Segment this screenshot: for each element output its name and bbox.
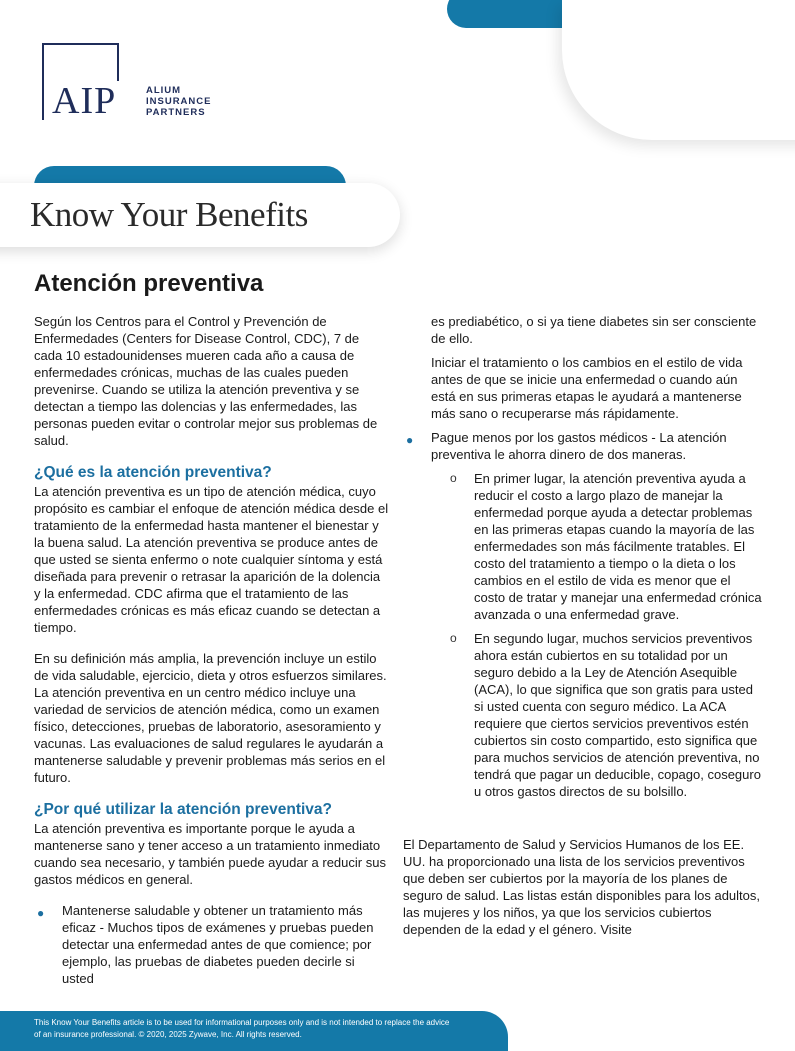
section-heading-what: ¿Qué es la atención preventiva? <box>34 464 272 481</box>
list-item <box>403 429 763 463</box>
bullet-text-pay-less: Pague menos por los gastos médicos - La atención preventiva le ahorra dinero de dos maneras. <box>431 430 727 462</box>
right-column <box>403 313 763 938</box>
header-curve-panel <box>562 0 795 140</box>
page-title: Atención preventiva <box>34 270 264 297</box>
left-column <box>34 313 389 987</box>
company-logo <box>42 43 242 123</box>
sub-bullet-text-1: En primer lugar, la atención preventiva ayuda a reducir el costo a largo plazo de manejar la enfermedad porque ayuda a detectar problemas en las primeras etapas cuando la mayoría de las enfermedades son más fácilmente tratables. El costo del tratamiento a tiempo o la dieta o los cambios en el estilo de vida es menor que el costo de tratar y manejar una enfermedad crónica avanzada o una enfermedad grave. <box>474 471 762 622</box>
bullet-text-stay-healthy-cont: es prediabético, o si ya tiene diabetes sin ser consciente de ello. <box>431 314 757 346</box>
sub-bullet-icon: o <box>450 471 457 485</box>
what-paragraph-1: La atención preventiva es un tipo de atención médica, cuyo propósito es cambiar el enfoque de atención médica desde el tratamiento de la enfermedad hasta mantener el bienestar y la buena salud. La atención preventiva se produce antes de que usted se sienta enfermo o note cualquier síntoma y está diseñada para prevenir o retrasar la aparición de la dolencia y la enfermedad. CDC afirma que el tratamiento de las enfermedades crónicas es más eficaz cuando se detectan a tiempo. <box>34 484 389 635</box>
banner-title: Know Your Benefits <box>30 195 308 234</box>
bullet-text-stay-healthy: Mantenerse saludable y obtener un tratamiento más eficaz - Muchos tipos de exámenes y pruebas pueden detectar una enfermedad antes de que comience; por ejemplo, las pruebas de diabetes pueden decirle si usted <box>62 903 374 986</box>
hhs-paragraph: El Departamento de Salud y Servicios Humanos de los EE. UU. ha proporcionado una lista de los servicios preventivos que deben ser cubiertos por la mayoría de los planes de seguro de salud. Las listas están disponibles para los adultos, las mujeres y los niños, ya que los servicios cubiertos dependen de la edad y el género. Visite <box>403 837 760 937</box>
intro-paragraph: Según los Centros para el Control y Prevención de Enfermedades (Centers for Disease Control, CDC), 7 de cada 10 estadounidenses mueren cada año a causa de enfermedades crónicas, muchas de las cuales pueden prevenirse. Cuando se utiliza la atención preventiva y se detectan a tiempo las dolencias y las enfermedades, las personas pueden evitar o controlar mejor sus problemas de salud. <box>34 314 378 448</box>
what-paragraph-2: En su definición más amplia, la prevención incluye un estilo de vida saludable, ejercicio, dieta y otros esfuerzos similares. La atención preventiva en un centro médico incluye una variedad de servicios de atención médica, como un examen físico, detecciones, pruebas de laboratorio, asesoramiento y vacunas. Las evaluaciones de salud regulares le ayudarán a mantenerse saludable y prevenir problemas más serios en el futuro. <box>34 651 387 785</box>
logo-line-1: ALIUM <box>146 85 182 96</box>
footer-disclaimer: This Know Your Benefits article is to be used for informational purposes only and is not intended to replace the advice of an insurance professional. © 2020, 2025 Zywave, Inc. All rights reserved. <box>34 1018 450 1039</box>
bullet-icon: ● <box>37 906 45 920</box>
logo-line-2: INSURANCE <box>146 96 212 107</box>
logo-mark: AIP <box>52 81 120 121</box>
why-paragraph-1: La atención preventiva es importante porque le ayuda a mantenerse sano y tener acceso a un tratamiento inmediato cuando sea necesario, y también puede ayudar a reducir sus gastos médicos en general. <box>34 821 386 887</box>
logo-wordmark <box>146 85 211 118</box>
section-heading-why: ¿Por qué utilizar la atención preventiva? <box>34 801 333 818</box>
sub-bullet-icon: o <box>450 631 457 645</box>
list-item <box>34 902 389 987</box>
sub-list-item <box>403 630 763 800</box>
sub-list-item <box>403 470 763 623</box>
sub-bullet-text-2: En segundo lugar, muchos servicios preventivos ahora están cubiertos en su totalidad por un seguro debido a la Ley de Atención Asequible (ACA), lo que significa que son gratis para usted si usted cuenta con seguro médico. La ACA requiere que ciertos servicios preventivos estén cubiertos sin costo compartido, esto significa que para muchos servicios de atención preventiva, no tendrá que pagar un deducible, copago, coseguro u otros gastos directos de su bolsillo. <box>474 631 761 799</box>
bullet-text-stay-healthy-p2: Iniciar el tratamiento o los cambios en el estilo de vida antes de que se inicie una enfermedad o cuando aún está en sus primeras etapas le ayudará a mantenerse más sano o recuperarse más rápidamente. <box>431 355 743 421</box>
logo-line-3: PARTNERS <box>146 107 206 118</box>
bullet-icon: ● <box>406 433 414 447</box>
